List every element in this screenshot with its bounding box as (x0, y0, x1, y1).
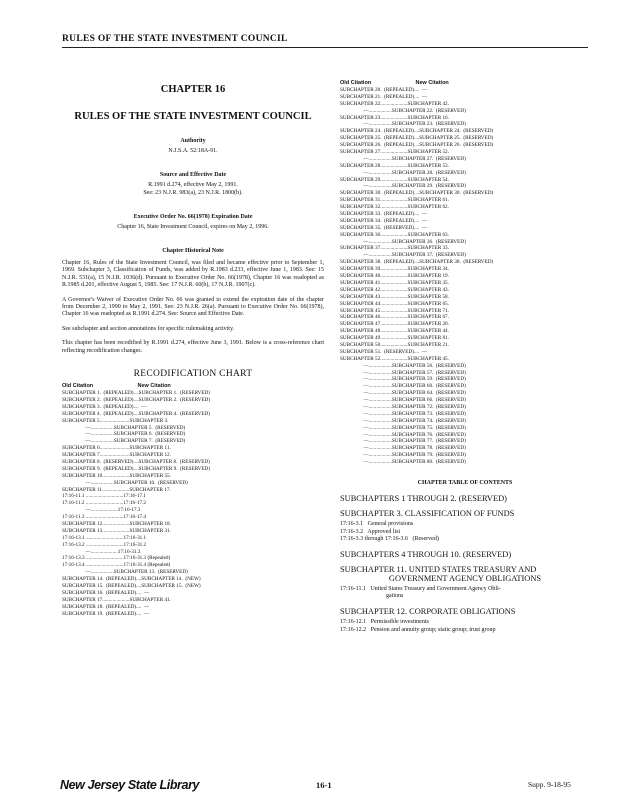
toc-section-item: 17:16-12.1 Permissible investments (340, 618, 429, 625)
chart-row: SUBCHAPTER 29.....................SUBCHAPTER 54. (340, 176, 449, 183)
chart-row: —..................SUBCHAPTER 13. (RESERVED) (62, 569, 188, 576)
chart-row: 17:16-13.3 .............................17:16-31.3 (Repealed) (62, 555, 171, 562)
chart-row: SUBCHAPTER 14. (REPEALED)....SUBCHAPTER 14. (NEW) (62, 576, 201, 583)
chart-row: SUBCHAPTER 5.......................SUBCHAPTER 3. (62, 417, 169, 424)
chart-row: —..................SUBCHAPTER 27. (RESERVED) (340, 155, 466, 162)
chart-column-headers-continued: Old Citation New Citation (340, 80, 449, 86)
chart-row: —..................SUBCHAPTER 37. (RESERVED) (340, 252, 466, 259)
chart-row: —..................SUBCHAPTER 10. (RESERVED) (62, 479, 188, 486)
chart-row: 17:16-11.3 .............................17:16-17.4 (62, 514, 146, 521)
chart-column-headers: Old Citation New Citation (62, 383, 171, 390)
chart-row: —..................SUBCHAPTER 72. (RESERVED) (340, 403, 466, 410)
chart-row: SUBCHAPTER 46.....................SUBCHAPTER 67. (340, 314, 449, 321)
chart-row: —..................SUBCHAPTER 80. (RESERVED) (340, 459, 466, 466)
chart-row: SUBCHAPTER 51. (RESERVED).... — (340, 348, 427, 355)
chart-row: SUBCHAPTER 1. (REPEALED)....SUBCHAPTER 1. (RESERVED) (62, 390, 211, 397)
chart-row: SUBCHAPTER 32.....................SUBCHAPTER 62. (340, 204, 449, 211)
source-heading: Source and Effective Date (159, 172, 227, 178)
chart-row: —..................SUBCHAPTER 60. (RESERVED) (340, 383, 466, 390)
source-line-2: See: 23 N.J.R. 983(a), 23 N.J.R. 1800(b). (143, 190, 243, 196)
chart-row: —..................SUBCHAPTER 73. (RESERVED) (340, 410, 466, 417)
recodification-rows-right (340, 87, 590, 466)
chapter-number: CHAPTER 16 (160, 84, 226, 95)
chart-row: —..................SUBCHAPTER 79. (RESERVED) (340, 452, 466, 459)
chart-row: SUBCHAPTER 50.....................SUBCHAPTER 21. (340, 341, 449, 348)
chart-row: —.....................17:16-17.3 (62, 507, 141, 514)
chart-row: SUBCHAPTER 4. (REPEALED)....SUBCHAPTER 4. (RESERVED) (62, 410, 211, 417)
chart-row: SUBCHAPTER 52.....................SUBCHAPTER 45. (340, 355, 449, 362)
chart-row: SUBCHAPTER 45.....................SUBCHAPTER 71. (340, 307, 449, 314)
left-column (62, 80, 324, 617)
toc-subchapter-heading: SUBCHAPTERS 1 THROUGH 2. (RESERVED) (340, 493, 507, 503)
chart-row: 17:16-11.1 .............................17:16-17.1 (62, 493, 146, 500)
toc-subchapter-heading: SUBCHAPTER 3. CLASSIFICATION OF FUNDS (340, 508, 515, 518)
chart-row: SUBCHAPTER 39.....................SUBCHAPTER 34. (340, 266, 449, 273)
table-of-contents-title: CHAPTER TABLE OF CONTENTS (417, 479, 513, 486)
chart-row: —..................SUBCHAPTER 56. (RESERVED) (340, 362, 466, 369)
chart-row: SUBCHAPTER 41.....................SUBCHAPTER 35. (340, 279, 449, 286)
chart-row: —..................SUBCHAPTER 57. (RESERVED) (340, 369, 466, 376)
chart-row: SUBCHAPTER 3. (REPEALED).... — (62, 403, 147, 410)
chart-row: SUBCHAPTER 11.....................SUBCHAPTER 17. (62, 486, 171, 493)
chart-row: —..................SUBCHAPTER 5. (RESERVED) (62, 424, 186, 431)
chart-row: —.....................17:16-31.3 (62, 548, 141, 555)
chart-row: SUBCHAPTER 30. (REPEALED)....SUBCHAPTER 30. (RESERVED) (340, 190, 494, 197)
toc-subchapter-heading: SUBCHAPTER 11. UNITED STATES TREASURY AND (340, 564, 537, 574)
toc-subchapter-heading: SUBCHAPTER 12. CORPORATE OBLIGATIONS (340, 606, 516, 616)
chart-row: SUBCHAPTER 42.....................SUBCHAPTER 43. (340, 286, 449, 293)
chart-row: SUBCHAPTER 48.....................SUBCHAPTER 44. (340, 328, 449, 335)
chart-row: —..................SUBCHAPTER 74. (RESERVED) (340, 417, 466, 424)
chapter-title: RULES OF THE STATE INVESTMENT COUNCIL (74, 111, 312, 122)
historical-note-paragraph-2: A Governor's Waiver of Executive Order No. 66 was granted to extend the expiration date of the chapter from December 2, 1990 to May 2, 1991. See: 23 N.J.R. 26(a). Pursuant to Executive Order No. 66(1978), Chapter 16 was readopted as R.1991 d.274. See: Source and Effective Date. (62, 296, 324, 318)
chart-row: —..................SUBCHAPTER 29. (RESERVED) (340, 183, 466, 190)
chart-row: SUBCHAPTER 43.....................SUBCHAPTER 58. (340, 293, 449, 300)
executive-order-text: Chapter 16, State Investment Council, expires on May 2, 1996. (117, 224, 269, 230)
chart-row: 17:16-13.2 .............................17:16-31.2 (62, 541, 147, 548)
toc-section-item: 17:16-3.2 Approved list (340, 528, 401, 535)
chart-row: SUBCHAPTER 44.....................SUBCHAPTER 65. (340, 300, 449, 307)
chart-row: —..................SUBCHAPTER 78. (RESERVED) (340, 445, 466, 452)
recodification-chart-title: RECODIFICATION CHART (133, 369, 253, 380)
chart-row: SUBCHAPTER 9. (REPEALED)....SUBCHAPTER 9. (RESERVED) (62, 465, 211, 472)
chart-row: —..................SUBCHAPTER 66. (RESERVED) (340, 397, 466, 404)
chart-row: SUBCHAPTER 17.....................SUBCHAPTER 41. (62, 596, 171, 603)
chart-row: SUBCHAPTER 18. (REPEALED).... — (62, 603, 150, 610)
chart-row: —..................SUBCHAPTER 77. (RESERVED) (340, 438, 466, 445)
recodification-rows-left (62, 390, 324, 617)
chart-row: SUBCHAPTER 24. (REPEALED)....SUBCHAPTER 24. (RESERVED) (340, 128, 494, 135)
chart-row: SUBCHAPTER 37.....................SUBCHAPTER 33. (340, 245, 449, 252)
chart-row: SUBCHAPTER 28.....................SUBCHAPTER 53. (340, 162, 449, 169)
chart-row: 17:16-13.1 .............................17:16-31.1 (62, 534, 147, 541)
authority-heading: Authority (180, 138, 206, 144)
historical-note-heading: Chapter Historical Note (162, 248, 224, 254)
chart-row: —..................SUBCHAPTER 6. (RESERVED) (62, 431, 186, 438)
historical-note-paragraph-3: See subchapter and section annotations for specific rulemaking activity. (62, 325, 235, 332)
chart-row: SUBCHAPTER 26. (REPEALED)....SUBCHAPTER 26. (RESERVED) (340, 142, 494, 149)
chart-row: SUBCHAPTER 21. (REPEALED).... — (340, 93, 428, 100)
chart-row: SUBCHAPTER 25. (REPEALED)....SUBCHAPTER 25. (RESERVED) (340, 135, 494, 142)
authority-text: N.J.S.A. 52:18A-91. (168, 148, 218, 154)
toc-section-item: gations (386, 593, 404, 600)
chart-row: SUBCHAPTER 2. (REPEALED)....SUBCHAPTER 2. (RESERVED) (62, 396, 211, 403)
chart-row: SUBCHAPTER 7.......................SUBCHAPTER 12. (62, 452, 171, 459)
chart-row: 17:16-13.4 .............................17:16-31.4 (Repealed) (62, 562, 171, 569)
toc-section-item: 17:16-3.3 through 17:16-3.6 (Reserved) (340, 536, 439, 543)
header-rule (62, 47, 588, 48)
chart-row: —..................SUBCHAPTER 22. (RESERVED) (340, 107, 466, 114)
chart-row: SUBCHAPTER 6.......................SUBCHAPTER 11. (62, 445, 171, 452)
chart-row: SUBCHAPTER 40.....................SUBCHAPTER 19. (340, 273, 449, 280)
toc-section-item: 17:16-11.1 United States Treasury and Government Agency Obli- (340, 585, 501, 592)
executive-order-heading: Executive Order No. 66(1978) Expiration Date (133, 214, 253, 220)
chart-row: SUBCHAPTER 47.....................SUBCHAPTER 20. (340, 321, 449, 328)
historical-note-paragraph-4: This chapter has been recodified by R.1991 d.274, effective June 3, 1991. Below is a cross-reference chart reflecting recodification changes. (62, 340, 324, 354)
chart-row: SUBCHAPTER 35. (RESERVED).... — (340, 224, 427, 231)
chart-row: SUBCHAPTER 12.....................SUBCHAPTER 18. (62, 520, 171, 527)
supplement-date: Supp. 9-18-95 (528, 780, 571, 789)
running-header-title: RULES OF THE STATE INVESTMENT COUNCIL (62, 34, 288, 44)
chart-row: SUBCHAPTER 38. (REPEALED)....SUBCHAPTER 38. (RESERVED) (340, 259, 494, 266)
chart-row: SUBCHAPTER 10.....................SUBCHAPTER 55. (62, 472, 171, 479)
chart-row: SUBCHAPTER 33. (REPEALED).... — (340, 211, 428, 218)
chart-row: —..................SUBCHAPTER 7. (RESERVED) (62, 438, 186, 445)
chart-row: SUBCHAPTER 27.....................SUBCHAPTER 52. (340, 149, 449, 156)
historical-note-paragraph-1: Chapter 16, Rules of the State Investment Council, was filed and became effective prior to September 1, 1969. Subchapter 3, Classification of Funds, was added by R.1983 d.233, effective June 1, 1983. See: 15 N.J.R. 531(a), 15 N.J.R. 1036(d). Pursuant to Executive Order No. 66(1978), Chapter 16 was readopted as R.1985 d.201, effective August 5, 1985. See: 17 N.J.R. 60(b), 17 N.J.R. 1907(c). (62, 260, 324, 289)
source-line-1: R.1991 d.274, effective May 2, 1991. (148, 182, 238, 188)
toc-section-item: 17:16-12.2 Pension and annuity group; static group; trust group (340, 626, 496, 633)
chart-row: SUBCHAPTER 23.....................SUBCHAPTER 16. (340, 114, 449, 121)
toc-subchapter-heading: SUBCHAPTERS 4 THROUGH 10. (RESERVED) (340, 549, 512, 559)
right-column (340, 80, 590, 634)
chart-row: —..................SUBCHAPTER 76. (RESERVED) (340, 431, 466, 438)
chart-row: —..................SUBCHAPTER 75. (RESERVED) (340, 424, 466, 431)
toc-subchapter-heading: GOVERNMENT AGENCY OBLIGATIONS (388, 573, 542, 583)
chart-row: SUBCHAPTER 34. (REPEALED).... — (340, 217, 428, 224)
chart-row: —..................SUBCHAPTER 28. (RESERVED) (340, 169, 466, 176)
chart-row: —..................SUBCHAPTER 64. (RESERVED) (340, 390, 466, 397)
chart-row: SUBCHAPTER 19. (REPEALED).... — (62, 610, 150, 617)
chart-row: SUBCHAPTER 36.....................SUBCHAPTER 63. (340, 231, 449, 238)
toc-section-item: 17:16-3.1 General provisions (340, 520, 414, 527)
chart-row: SUBCHAPTER 20. (REPEALED).... — (340, 87, 428, 93)
table-of-contents (340, 494, 590, 634)
chart-row: SUBCHAPTER 16. (REPEALED).... — (62, 589, 150, 596)
library-stamp: New Jersey State Library (60, 778, 200, 792)
chart-row: —..................SUBCHAPTER 23. (RESERVED) (340, 121, 466, 128)
chart-row: 17:16-11.2 .............................17:16-17.2 (62, 500, 146, 507)
chart-row: SUBCHAPTER 8. (RESERVED)....SUBCHAPTER 8. (RESERVED) (62, 458, 210, 465)
running-header (62, 34, 588, 48)
page-number: 16-1 (316, 780, 332, 790)
chart-row: SUBCHAPTER 22.....................SUBCHAPTER 42. (340, 100, 449, 107)
chart-row: SUBCHAPTER 13.....................SUBCHAPTER 31. (62, 527, 171, 534)
chart-row: SUBCHAPTER 15. (REPEALED)....SUBCHAPTER 15. (NEW) (62, 583, 201, 589)
chart-row: SUBCHAPTER 31.....................SUBCHAPTER 61. (340, 197, 449, 204)
chart-row: SUBCHAPTER 49.....................SUBCHAPTER 81. (340, 335, 449, 342)
chart-row: —..................SUBCHAPTER 59. (RESERVED) (340, 376, 466, 383)
chart-row: —..................SUBCHAPTER 36. (RESERVED) (340, 238, 466, 245)
